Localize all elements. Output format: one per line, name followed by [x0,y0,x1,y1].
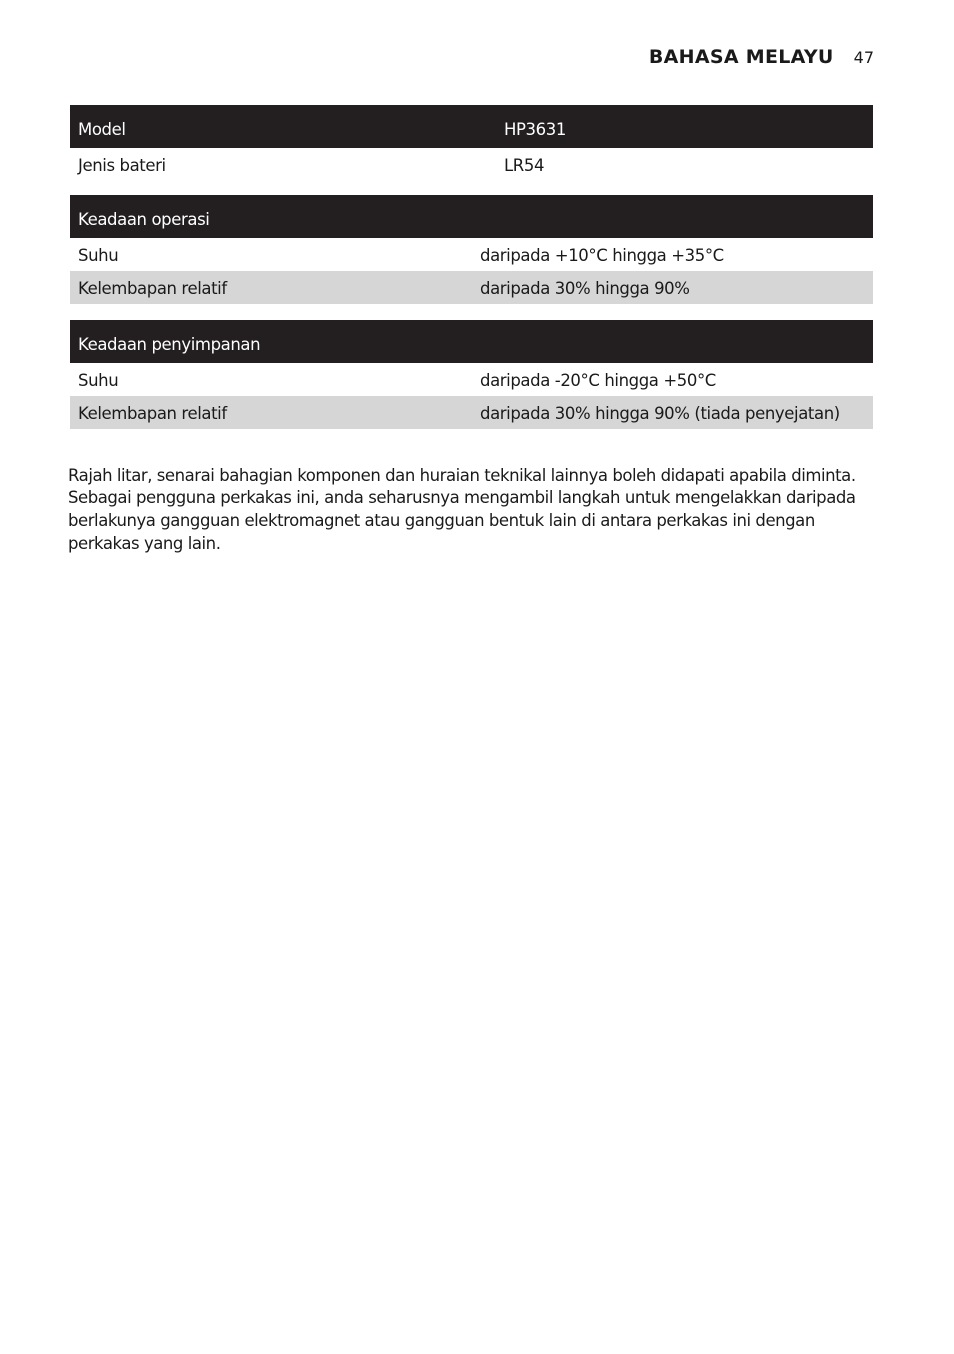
technical-notes-paragraph: Rajah litar, senarai bahagian komponen dan huraian teknikal lainnya boleh didapati apabila diminta. Sebagai pengguna perkakas ini, anda seharusnya mengambil langkah untuk mengelakkan daripada berlakunya gangguan elektromagnet atau gangguan bentuk lain di antara perkakas ini dengan perkakas yang lain. [68,465,856,553]
table-row [70,238,873,271]
table-row [70,363,873,396]
page-number: 47 [853,48,874,67]
storage-humidity-label: Kelembapan relatif [78,403,227,423]
operating-temperature-value: daripada +10°C hingga +35°C [480,245,724,265]
storage-conditions-table [70,320,873,429]
operating-temperature-label: Suhu [78,245,119,265]
battery-type-value: LR54 [504,155,545,175]
storage-conditions-title: Keadaan penyimpanan [78,334,261,354]
model-header-label: Model [78,119,126,139]
storage-conditions-header [70,320,873,363]
operating-conditions-table [70,195,873,304]
model-table-header [70,105,873,148]
model-table [70,105,873,181]
table-row [70,271,873,304]
table-row [70,396,873,429]
model-header-value: HP3631 [504,119,566,139]
storage-humidity-value: daripada 30% hingga 90% (tiada penyejatan) [480,403,840,423]
operating-conditions-header [70,195,873,238]
operating-conditions-title: Keadaan operasi [78,209,210,229]
storage-temperature-label: Suhu [78,370,119,390]
language-title: BAHASA MELAYU [648,46,834,68]
battery-type-label: Jenis bateri [78,155,166,175]
page-header [649,46,874,68]
operating-humidity-label: Kelembapan relatif [78,278,227,298]
storage-temperature-value: daripada -20°C hingga +50°C [480,370,716,390]
operating-humidity-value: daripada 30% hingga 90% [480,278,690,298]
table-row [70,148,873,181]
